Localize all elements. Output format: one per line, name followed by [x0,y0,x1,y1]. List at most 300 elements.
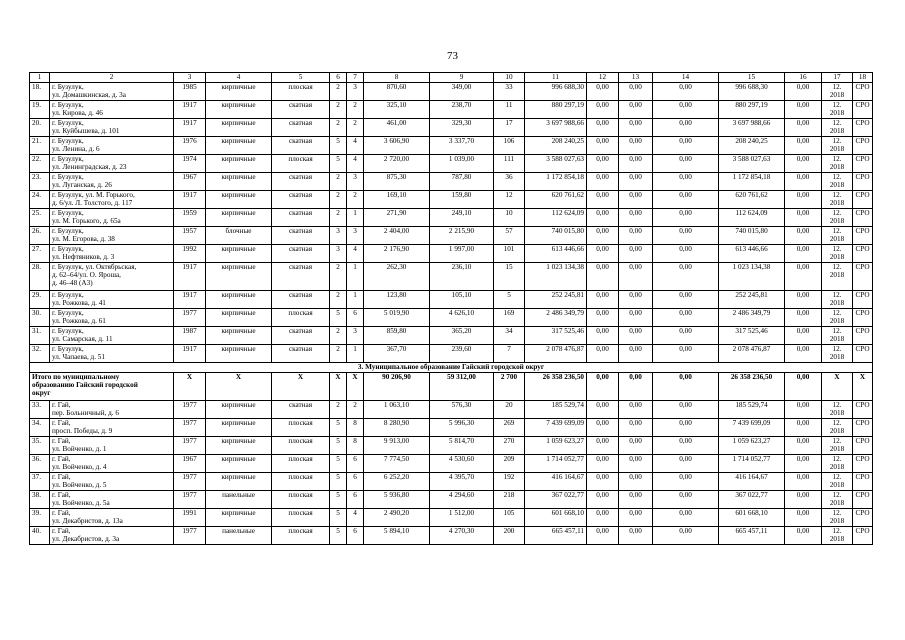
specific-cost-cell: 0,00 [785,509,822,527]
address-cell-line: г. Гай, [52,509,71,517]
method-cell: СРО [853,291,873,309]
term-cell-line: 2018 [829,91,845,100]
residents-cell: 7 [494,345,525,363]
address-cell-line: пер. Больничный, д. 6 [52,409,119,418]
term-cell [822,173,853,191]
wall-material-cell: панельные [206,527,272,545]
row-number: 27. [30,245,50,263]
residents-cell: 12 [494,191,525,209]
term-cell [822,491,853,509]
address-cell-line: г. Бузулук, [52,291,84,299]
fund-cell: 0,00 [587,309,619,327]
address-cell [50,263,174,291]
total-label-line: образованию Гайский городской [32,381,138,390]
term-cell-line: 12. [832,83,842,91]
roof-type-cell: скатная [272,227,330,245]
entrances-cell: 1 [347,263,364,291]
total-x-cell: X [822,373,853,401]
total-area-cell: 123,80 [364,291,430,309]
address-cell [50,327,174,345]
living-area-cell: 787,80 [430,173,494,191]
living-area-cell: 1 997,00 [430,245,494,263]
fund-cell: 0,00 [587,527,619,545]
living-area-cell: 349,00 [430,83,494,101]
address-cell-line: г. Гай, [52,455,71,463]
term-cell [822,473,853,491]
row-number: 19. [30,101,50,119]
budget-cell: 0,00 [619,437,653,455]
residents-cell: 20 [494,401,525,419]
term-cell-line: 12. [832,401,842,409]
column-number-header: 7 [347,73,364,83]
method-cell: СРО [853,309,873,327]
term-cell-line: 2018 [829,317,845,326]
table-row [30,137,873,155]
wall-material-cell: кирпичные [206,473,272,491]
year-cell: 1959 [174,209,206,227]
fund-cell: 0,00 [587,491,619,509]
fund-cell: 0,00 [587,137,619,155]
wall-material-cell: кирпичные [206,455,272,473]
term-cell [822,191,853,209]
method-cell: СРО [853,83,873,101]
term-cell [822,119,853,137]
wall-material-cell: кирпичные [206,83,272,101]
term-cell-line: 2018 [829,181,845,190]
term-cell-line: 12. [832,101,842,109]
living-area-cell: 249,10 [430,209,494,227]
wall-material-cell: кирпичные [206,119,272,137]
specific-cost-cell: 0,00 [785,155,822,173]
year-cell: 1917 [174,101,206,119]
budget-cell: 0,00 [619,455,653,473]
floors-cell: 2 [330,173,347,191]
cost-cell: 665 457,11 [525,527,587,545]
address-cell [50,209,174,227]
entrances-cell: 3 [347,227,364,245]
fund-cell: 0,00 [587,455,619,473]
roof-type-cell: плоская [272,437,330,455]
table-row [30,455,873,473]
row-number: 22. [30,155,50,173]
address-cell-line: г. Бузулук, [52,83,84,91]
address-cell-line: г. Бузулук, [52,101,84,109]
residents-cell: 269 [494,419,525,437]
address-cell-line: г. Бузулук, ул. Октябрьская, [52,263,137,271]
term-cell [822,401,853,419]
floors-cell: 5 [330,137,347,155]
entrances-cell: 1 [347,291,364,309]
living-area-cell: 1 512,00 [430,509,494,527]
column-number-header: 17 [822,73,853,83]
wall-material-cell: кирпичные [206,401,272,419]
cost-cell: 613 446,66 [525,245,587,263]
row-number: 26. [30,227,50,245]
owners-cost-cell: 880 297,19 [719,101,785,119]
residents-cell: 111 [494,155,525,173]
total-label-line: Итого по муниципальному [32,373,120,381]
specific-cost-cell: 0,00 [785,345,822,363]
year-cell: 1987 [174,327,206,345]
living-area-cell: 4 626,10 [430,309,494,327]
row-number: 38. [30,491,50,509]
floors-cell: 2 [330,291,347,309]
year-cell: 1985 [174,83,206,101]
table-row [30,245,873,263]
address-cell-line: г. Бузулук, [52,119,84,127]
total-area-cell: 461,00 [364,119,430,137]
address-cell-line: г. Бузулук, [52,227,84,235]
column-number-header: 3 [174,73,206,83]
roof-type-cell: скатная [272,401,330,419]
floors-cell: 5 [330,491,347,509]
address-cell [50,119,174,137]
cost-cell: 252 245,81 [525,291,587,309]
cost-cell: 601 668,10 [525,509,587,527]
total-area-cell: 367,70 [364,345,430,363]
cost-cell: 367 022,77 [525,491,587,509]
table-row [30,309,873,327]
residents-cell: 270 [494,437,525,455]
address-cell-line: д. 62–64/ул. О. Яроша, [52,271,121,280]
specific-cost-cell: 0,00 [785,191,822,209]
address-cell [50,309,174,327]
floors-cell: 3 [330,245,347,263]
row-number: 18. [30,83,50,101]
year-cell: 1917 [174,191,206,209]
owners-cost-cell: 3 697 988,66 [719,119,785,137]
local-budget-cell: 0,00 [653,83,719,101]
entrances-cell: 3 [347,173,364,191]
specific-cost-cell: 0,00 [785,473,822,491]
total-area-cell: 859,80 [364,327,430,345]
term-cell-line: 12. [832,437,842,445]
term-cell [822,419,853,437]
address-cell [50,345,174,363]
local-budget-cell: 0,00 [653,227,719,245]
wall-material-cell: кирпичные [206,101,272,119]
floors-cell: 5 [330,527,347,545]
residents-cell: 5 [494,291,525,309]
residents-cell: 105 [494,509,525,527]
roof-type-cell: скатная [272,263,330,291]
method-cell: СРО [853,227,873,245]
address-cell-line: ул. Декабристов, д. 13а [52,517,123,526]
local-budget-cell: 0,00 [653,119,719,137]
fund-cell: 0,00 [587,245,619,263]
term-cell-line: 2018 [829,299,845,308]
floors-cell: 2 [330,401,347,419]
year-cell: 1977 [174,309,206,327]
term-cell-line: 2018 [829,217,845,226]
floors-cell: 2 [330,83,347,101]
residents-cell: 15 [494,263,525,291]
fund-cell: 0,00 [587,437,619,455]
budget-cell: 0,00 [619,309,653,327]
row-number: 31. [30,327,50,345]
total-x-cell: X [347,373,364,401]
term-cell-line: 2018 [829,235,845,244]
term-cell-line: 2018 [829,445,845,454]
method-cell: СРО [853,509,873,527]
term-cell-line: 12. [832,291,842,299]
budget-sum: 0,00 [619,373,653,401]
owners-cost-cell: 740 015,80 [719,227,785,245]
wall-material-cell: кирпичные [206,327,272,345]
address-cell-line: ул. Луганская, д. 26 [52,181,112,190]
local-budget-cell: 0,00 [653,173,719,191]
cost-cell: 3 697 988,66 [525,119,587,137]
entrances-cell: 4 [347,509,364,527]
method-cell: СРО [853,345,873,363]
address-cell [50,191,174,209]
term-cell-line: 2018 [829,109,845,118]
total-x-cell: X [272,373,330,401]
total-x-cell: X [174,373,206,401]
total-area-cell: 3 606,90 [364,137,430,155]
term-cell-line: 2018 [829,463,845,472]
address-cell-line: ул. Рожкова, д. 41 [52,299,106,308]
wall-material-cell: кирпичные [206,191,272,209]
year-cell: 1967 [174,173,206,191]
term-cell-line: 2018 [829,409,845,418]
wall-material-cell: блочные [206,227,272,245]
budget-cell: 0,00 [619,291,653,309]
local-budget-cell: 0,00 [653,191,719,209]
term-cell [822,227,853,245]
wall-material-cell: кирпичные [206,173,272,191]
term-cell [822,245,853,263]
term-cell-line: 2018 [829,145,845,154]
address-cell [50,509,174,527]
term-cell [822,263,853,291]
term-cell [822,345,853,363]
owners-cost-cell: 2 486 349,79 [719,309,785,327]
row-number: 21. [30,137,50,155]
local-budget-cell: 0,00 [653,209,719,227]
wall-material-cell: кирпичные [206,155,272,173]
owners-cost-cell: 367 022,77 [719,491,785,509]
living-area-cell: 5 814,70 [430,437,494,455]
row-number: 30. [30,309,50,327]
method-cell: СРО [853,401,873,419]
roof-type-cell: скатная [272,345,330,363]
method-cell: СРО [853,437,873,455]
term-cell-line: 12. [832,263,842,271]
year-cell: 1974 [174,155,206,173]
local-budget-cell: 0,00 [653,527,719,545]
row-number: 35. [30,437,50,455]
residents-cell: 36 [494,173,525,191]
floors-cell: 2 [330,345,347,363]
owners-cost-cell: 252 245,81 [719,291,785,309]
term-cell-line: 2018 [829,517,845,526]
roof-type-cell: скатная [272,173,330,191]
budget-cell: 0,00 [619,227,653,245]
method-cell: СРО [853,263,873,291]
specific-cost-cell: 0,00 [785,401,822,419]
wall-material-cell: кирпичные [206,419,272,437]
term-cell [822,455,853,473]
specific-cost-cell: 0,00 [785,101,822,119]
row-number: 40. [30,527,50,545]
wall-material-cell: кирпичные [206,245,272,263]
year-cell: 1977 [174,419,206,437]
address-cell-line: ул. Домашкинская, д. 3а [52,91,126,100]
table-row [30,291,873,309]
address-cell-line: г. Гай, [52,527,71,535]
method-cell: СРО [853,455,873,473]
total-x-cell: X [853,373,873,401]
address-cell [50,437,174,455]
term-cell [822,137,853,155]
residents-cell: 106 [494,137,525,155]
total-area-sum: 90 206,90 [364,373,430,401]
entrances-cell: 8 [347,419,364,437]
cost-cell: 3 588 027,63 [525,155,587,173]
owners-cost-cell: 996 688,30 [719,83,785,101]
column-number-row [30,73,873,83]
fund-cell: 0,00 [587,209,619,227]
term-cell-line: 2018 [829,353,845,362]
specific-cost-cell: 0,00 [785,227,822,245]
floors-cell: 5 [330,509,347,527]
specific-cost-cell: 0,00 [785,327,822,345]
residents-cell: 169 [494,309,525,327]
owners-cost-cell: 620 761,62 [719,191,785,209]
living-area-cell: 365,20 [430,327,494,345]
living-area-cell: 1 039,00 [430,155,494,173]
term-cell [822,327,853,345]
total-area-cell: 2 404,00 [364,227,430,245]
living-area-cell: 4 270,30 [430,527,494,545]
address-cell [50,419,174,437]
term-cell-line: 2018 [829,199,845,208]
term-cell-line: 12. [832,155,842,163]
floors-cell: 5 [330,437,347,455]
roof-type-cell: плоская [272,509,330,527]
year-cell: 1967 [174,455,206,473]
roof-type-cell: плоская [272,473,330,491]
year-cell: 1917 [174,291,206,309]
floors-cell: 2 [330,327,347,345]
term-cell-line: 2018 [829,253,845,262]
row-number: 36. [30,455,50,473]
method-cell: СРО [853,327,873,345]
residents-cell: 17 [494,119,525,137]
method-cell: СРО [853,209,873,227]
cost-cell: 1 714 052,77 [525,455,587,473]
cost-cell: 620 761,62 [525,191,587,209]
row-number: 25. [30,209,50,227]
roof-type-cell: скатная [272,291,330,309]
fund-cell: 0,00 [587,509,619,527]
column-number-header: 14 [653,73,719,83]
address-cell-line: г. Бузулук, ул. М. Горького, [52,191,135,199]
specific-cost-cell: 0,00 [785,209,822,227]
floors-cell: 3 [330,227,347,245]
term-cell [822,155,853,173]
owners-cost-cell: 208 240,25 [719,137,785,155]
entrances-cell: 2 [347,191,364,209]
term-cell-line: 12. [832,245,842,253]
address-cell-line: д. 6/ул. Л. Толстого, д. 117 [52,199,133,208]
address-cell-line: г. Гай, [52,419,71,427]
local-budget-cell: 0,00 [653,437,719,455]
address-cell-line: ул. М. Егорова, д. 38 [52,235,115,244]
owners-cost-cell: 665 457,11 [719,527,785,545]
local-budget-cell: 0,00 [653,309,719,327]
term-cell-line: 2018 [829,427,845,436]
cost-cell: 880 297,19 [525,101,587,119]
address-cell-line: г. Гай, [52,401,71,409]
floors-cell: 2 [330,191,347,209]
column-number-header: 8 [364,73,430,83]
budget-cell: 0,00 [619,137,653,155]
address-cell-line: ул. Ленина, д. 6 [52,145,100,154]
roof-type-cell: скатная [272,245,330,263]
specific-cost-cell: 0,00 [785,437,822,455]
term-cell [822,209,853,227]
budget-cell: 0,00 [619,209,653,227]
residents-cell: 218 [494,491,525,509]
fund-cell: 0,00 [587,345,619,363]
term-cell-line: 12. [832,419,842,427]
term-cell-line: 12. [832,191,842,199]
term-cell [822,83,853,101]
local-budget-cell: 0,00 [653,419,719,437]
budget-cell: 0,00 [619,173,653,191]
method-cell: СРО [853,491,873,509]
specific-cost-cell: 0,00 [785,245,822,263]
living-area-cell: 239,60 [430,345,494,363]
entrances-cell: 6 [347,455,364,473]
address-cell-line: ул. Ленинградская, д. 23 [52,163,127,172]
row-number: 33. [30,401,50,419]
entrances-cell: 4 [347,155,364,173]
address-cell [50,137,174,155]
local-budget-cell: 0,00 [653,155,719,173]
roof-type-cell: плоская [272,491,330,509]
total-area-cell: 870,60 [364,83,430,101]
residents-cell: 10 [494,209,525,227]
total-area-cell: 2 176,90 [364,245,430,263]
address-cell-line: г. Гай, [52,473,71,481]
budget-cell: 0,00 [619,191,653,209]
living-area-cell: 159,80 [430,191,494,209]
column-number-header: 5 [272,73,330,83]
local-budget-cell: 0,00 [653,491,719,509]
living-area-cell: 3 337,70 [430,137,494,155]
owners-cost-cell: 112 624,09 [719,209,785,227]
address-cell-line: г. Бузулук, [52,155,84,163]
roof-type-cell: скатная [272,191,330,209]
address-cell-line: г. Бузулук, [52,245,84,253]
fund-sum: 0,00 [587,373,619,401]
address-cell-line: ул. Рожкова, д. 61 [52,317,106,326]
total-row [30,373,873,401]
term-cell [822,527,853,545]
cost-cell: 7 439 699,09 [525,419,587,437]
entrances-cell: 6 [347,491,364,509]
owners-cost-sum: 26 358 236,50 [719,373,785,401]
total-label-line: округ [32,389,51,398]
cost-sum: 26 358 236,50 [525,373,587,401]
year-cell: 1917 [174,263,206,291]
specific-cost-cell: 0,00 [785,291,822,309]
residents-cell: 192 [494,473,525,491]
entrances-cell: 1 [347,345,364,363]
